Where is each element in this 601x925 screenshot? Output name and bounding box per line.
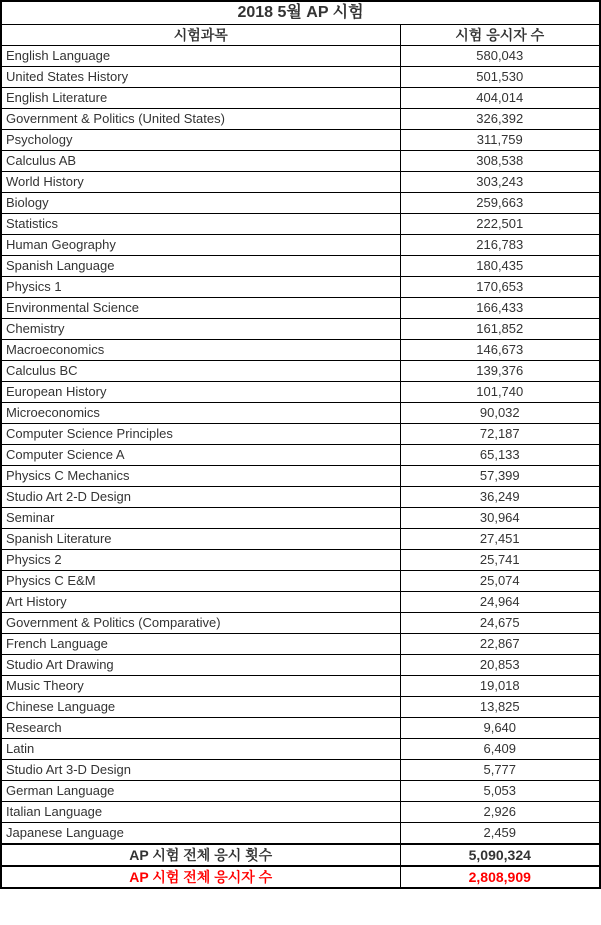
table-row [1, 507, 600, 528]
subject-cell: Chemistry [1, 318, 400, 339]
table-row [1, 339, 600, 360]
table-title: 2018 5월 AP 시험 [1, 1, 600, 24]
table-row [1, 213, 600, 234]
table-row [1, 633, 600, 654]
count-cell: 5,777 [400, 759, 600, 780]
table-row [1, 297, 600, 318]
count-cell: 90,032 [400, 402, 600, 423]
subject-cell: Studio Art Drawing [1, 654, 400, 675]
table-row [1, 738, 600, 759]
count-cell: 2,459 [400, 822, 600, 844]
count-cell: 139,376 [400, 360, 600, 381]
count-cell: 20,853 [400, 654, 600, 675]
subject-cell: Government & Politics (Comparative) [1, 612, 400, 633]
count-cell: 580,043 [400, 45, 600, 66]
table-row [1, 87, 600, 108]
count-cell: 222,501 [400, 213, 600, 234]
total-examinees-label: AP 시험 전체 응시자 수 [1, 866, 400, 888]
count-cell: 216,783 [400, 234, 600, 255]
table-row [1, 171, 600, 192]
table-row [1, 822, 600, 844]
subject-cell: Computer Science A [1, 444, 400, 465]
count-cell: 180,435 [400, 255, 600, 276]
table-row [1, 318, 600, 339]
count-cell: 308,538 [400, 150, 600, 171]
count-cell: 303,243 [400, 171, 600, 192]
subject-cell: World History [1, 171, 400, 192]
count-cell: 36,249 [400, 486, 600, 507]
subject-cell: Biology [1, 192, 400, 213]
count-cell: 30,964 [400, 507, 600, 528]
subject-cell: Spanish Literature [1, 528, 400, 549]
count-cell: 259,663 [400, 192, 600, 213]
table-row [1, 780, 600, 801]
count-cell: 27,451 [400, 528, 600, 549]
count-cell: 19,018 [400, 675, 600, 696]
subject-cell: Seminar [1, 507, 400, 528]
total-attempts-row [1, 844, 600, 866]
table-row [1, 45, 600, 66]
count-cell: 22,867 [400, 633, 600, 654]
table-row [1, 717, 600, 738]
subject-cell: English Literature [1, 87, 400, 108]
table-row [1, 675, 600, 696]
table-row [1, 549, 600, 570]
table-row [1, 381, 600, 402]
table-row [1, 528, 600, 549]
subject-cell: Studio Art 2-D Design [1, 486, 400, 507]
count-cell: 13,825 [400, 696, 600, 717]
table-row [1, 402, 600, 423]
count-cell: 65,133 [400, 444, 600, 465]
table-row [1, 108, 600, 129]
subject-cell: Italian Language [1, 801, 400, 822]
subject-cell: French Language [1, 633, 400, 654]
table-row [1, 801, 600, 822]
table-row [1, 570, 600, 591]
total-examinees-value: 2,808,909 [400, 866, 600, 888]
subject-cell: Latin [1, 738, 400, 759]
table-row [1, 444, 600, 465]
subject-cell: Government & Politics (United States) [1, 108, 400, 129]
subject-cell: Chinese Language [1, 696, 400, 717]
subject-cell: Physics C Mechanics [1, 465, 400, 486]
count-cell: 2,926 [400, 801, 600, 822]
count-cell: 24,964 [400, 591, 600, 612]
subject-cell: Calculus BC [1, 360, 400, 381]
table-row [1, 66, 600, 87]
count-cell: 25,741 [400, 549, 600, 570]
subject-cell: Physics C E&M [1, 570, 400, 591]
count-cell: 311,759 [400, 129, 600, 150]
subject-cell: Psychology [1, 129, 400, 150]
table-row [1, 129, 600, 150]
subject-cell: Physics 1 [1, 276, 400, 297]
subject-cell: Physics 2 [1, 549, 400, 570]
count-cell: 161,852 [400, 318, 600, 339]
count-cell: 5,053 [400, 780, 600, 801]
count-cell: 25,074 [400, 570, 600, 591]
table-row [1, 759, 600, 780]
table-row [1, 612, 600, 633]
count-cell: 326,392 [400, 108, 600, 129]
table-row [1, 255, 600, 276]
title-row [1, 1, 600, 24]
subject-cell: European History [1, 381, 400, 402]
table-row [1, 486, 600, 507]
total-attempts-value: 5,090,324 [400, 844, 600, 866]
subject-cell: Environmental Science [1, 297, 400, 318]
subject-cell: Computer Science Principles [1, 423, 400, 444]
table-row [1, 465, 600, 486]
count-cell: 170,653 [400, 276, 600, 297]
subject-cell: Music Theory [1, 675, 400, 696]
table-row [1, 423, 600, 444]
table-row [1, 360, 600, 381]
subject-cell: Research [1, 717, 400, 738]
subject-cell: English Language [1, 45, 400, 66]
table-row [1, 276, 600, 297]
count-cell: 501,530 [400, 66, 600, 87]
subject-cell: Spanish Language [1, 255, 400, 276]
count-cell: 72,187 [400, 423, 600, 444]
table-row [1, 696, 600, 717]
count-cell: 101,740 [400, 381, 600, 402]
count-cell: 24,675 [400, 612, 600, 633]
count-cell: 57,399 [400, 465, 600, 486]
table-row [1, 234, 600, 255]
subject-cell: Human Geography [1, 234, 400, 255]
total-examinees-row [1, 866, 600, 888]
total-attempts-label: AP 시험 전체 응시 횟수 [1, 844, 400, 866]
count-cell: 146,673 [400, 339, 600, 360]
subject-cell: Calculus AB [1, 150, 400, 171]
table-row [1, 192, 600, 213]
subject-cell: United States History [1, 66, 400, 87]
column-header-row [1, 24, 600, 45]
count-cell: 6,409 [400, 738, 600, 759]
count-cell: 166,433 [400, 297, 600, 318]
table-row [1, 150, 600, 171]
subject-cell: Studio Art 3-D Design [1, 759, 400, 780]
column-header-count: 시험 응시자 수 [400, 24, 600, 45]
subject-cell: German Language [1, 780, 400, 801]
table-body [1, 45, 600, 844]
table-row [1, 654, 600, 675]
column-header-subject: 시험과목 [1, 24, 400, 45]
table-row [1, 591, 600, 612]
count-cell: 9,640 [400, 717, 600, 738]
subject-cell: Art History [1, 591, 400, 612]
subject-cell: Macroeconomics [1, 339, 400, 360]
subject-cell: Japanese Language [1, 822, 400, 844]
subject-cell: Microeconomics [1, 402, 400, 423]
count-cell: 404,014 [400, 87, 600, 108]
subject-cell: Statistics [1, 213, 400, 234]
